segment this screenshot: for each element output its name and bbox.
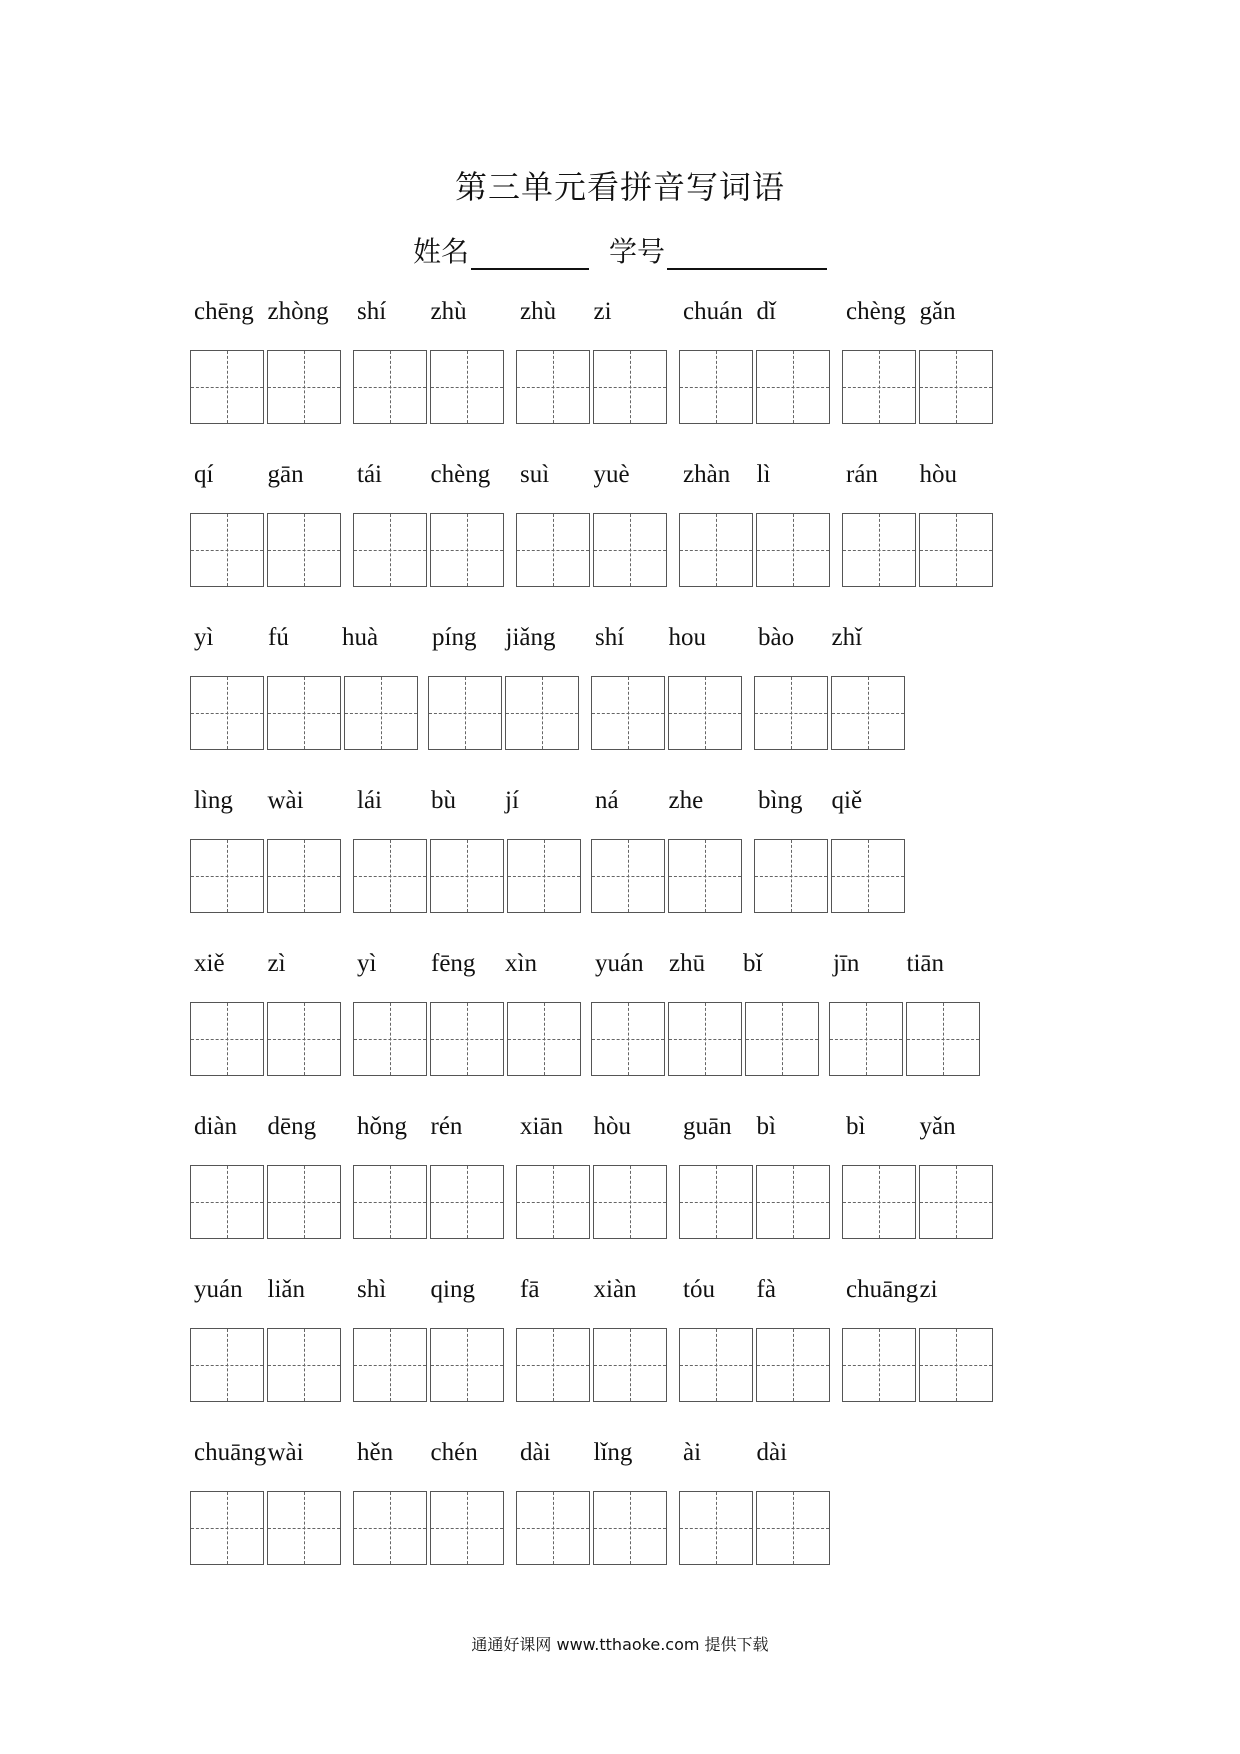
tianzige-cell[interactable] [430, 1328, 504, 1402]
tianzige-cell[interactable] [593, 513, 667, 587]
pinyin-line [190, 624, 1070, 658]
pinyin-line [190, 1439, 1070, 1473]
tianzige-cell[interactable] [428, 676, 502, 750]
tianzige-cell[interactable] [190, 513, 264, 587]
pinyin-syllable: tóu [683, 1276, 715, 1303]
footer-credit: 通通好课网 www.tthaoke.com 提供下载 [471, 1635, 769, 1654]
pinyin-syllable: suì [520, 461, 550, 488]
tianzige-cell[interactable] [353, 1002, 427, 1076]
student-info [0, 230, 1240, 270]
tianzige-cell[interactable] [756, 513, 830, 587]
tianzige-cell[interactable] [505, 676, 579, 750]
word-box-group [190, 1002, 341, 1076]
pinyin-syllable: bì [756, 1113, 776, 1140]
tianzige-cell[interactable] [591, 676, 665, 750]
pinyin-line [190, 1113, 1070, 1147]
pinyin-syllable: bǐ [743, 950, 763, 977]
pinyin-syllable: zhàn [683, 461, 731, 488]
pinyin-syllable: zhù [520, 298, 557, 325]
pinyin-syllable: yǎn [919, 1113, 956, 1140]
tianzige-cell[interactable] [430, 350, 504, 424]
pinyin-syllable: guān [683, 1113, 732, 1140]
pinyin-syllable: rán [846, 461, 878, 488]
tianzige-cell[interactable] [593, 1165, 667, 1239]
word-box-group [842, 513, 993, 587]
pinyin-syllable: xìn [505, 950, 537, 977]
tianzige-cell[interactable] [668, 839, 742, 913]
pinyin-syllable: diàn [194, 1113, 238, 1140]
tianzige-cell[interactable] [754, 676, 828, 750]
word-box-group [190, 676, 418, 750]
word-box-group [842, 350, 993, 424]
tianzige-cell[interactable] [353, 1491, 427, 1565]
tianzige-cell[interactable] [593, 1491, 667, 1565]
word-box-group [842, 1165, 993, 1239]
pinyin-syllable: jí [505, 787, 519, 814]
pinyin-syllable: tiān [906, 950, 944, 977]
tianzige-cell[interactable] [842, 350, 916, 424]
pinyin-syllable: wài [267, 1439, 304, 1466]
tianzige-cell[interactable] [745, 1002, 819, 1076]
pinyin-syllable: lǐng [593, 1439, 633, 1466]
tianzige-cell[interactable] [842, 1165, 916, 1239]
pinyin-syllable: fà [756, 1276, 776, 1303]
tianzige-cell[interactable] [919, 1328, 993, 1402]
pinyin-syllable: qing [430, 1276, 475, 1303]
tianzige-cell[interactable] [668, 1002, 742, 1076]
pinyin-syllable: zi [593, 298, 612, 325]
pinyin-syllable: fú [268, 624, 289, 651]
pinyin-syllable: bìng [758, 787, 803, 814]
writing-boxes-line [190, 1165, 1070, 1240]
pinyin-syllable: tái [357, 461, 382, 488]
pinyin-syllable: dài [756, 1439, 788, 1466]
word-box-group [190, 350, 341, 424]
writing-boxes-line [190, 839, 1070, 914]
pinyin-syllable: fēng [431, 950, 476, 977]
pinyin-syllable: chèng [430, 461, 491, 488]
pinyin-syllable: ná [595, 787, 619, 814]
name-label: 姓名 [412, 235, 469, 268]
pinyin-syllable: yuán [595, 950, 644, 977]
pinyin-syllable: rén [430, 1113, 463, 1140]
pinyin-syllable: gǎn [919, 298, 956, 325]
word-box-group [679, 1491, 830, 1565]
pinyin-syllable: lìng [194, 787, 233, 814]
tianzige-cell[interactable] [591, 1002, 665, 1076]
pinyin-syllable: ài [683, 1439, 702, 1466]
name-blank[interactable] [471, 238, 589, 270]
tianzige-cell[interactable] [344, 676, 418, 750]
pinyin-syllable: zhòng [267, 298, 329, 325]
tianzige-cell[interactable] [353, 513, 427, 587]
tianzige-cell[interactable] [842, 513, 916, 587]
pinyin-syllable: shí [595, 624, 625, 651]
word-box-group [353, 1328, 504, 1402]
word-box-group [754, 839, 905, 913]
tianzige-cell[interactable] [679, 1328, 753, 1402]
pinyin-syllable: fā [520, 1276, 540, 1303]
pinyin-syllable: hǒng [357, 1113, 407, 1140]
tianzige-cell[interactable] [679, 350, 753, 424]
tianzige-cell[interactable] [754, 839, 828, 913]
word-box-group [591, 839, 742, 913]
word-box-group [679, 513, 830, 587]
pinyin-syllable: huà [342, 624, 379, 651]
pinyin-syllable: xiě [194, 950, 225, 977]
pinyin-syllable: shí [357, 298, 387, 325]
pinyin-syllable: hou [668, 624, 706, 651]
word-box-group [353, 1491, 504, 1565]
tianzige-cell[interactable] [919, 513, 993, 587]
tianzige-cell[interactable] [430, 1002, 504, 1076]
writing-boxes-line [190, 513, 1070, 588]
pinyin-syllable: jiǎng [505, 624, 556, 651]
tianzige-cell[interactable] [516, 1328, 590, 1402]
writing-boxes-line [190, 350, 1070, 425]
word-box-group [679, 1165, 830, 1239]
tianzige-cell[interactable] [842, 1328, 916, 1402]
tianzige-cell[interactable] [190, 1491, 264, 1565]
tianzige-cell[interactable] [190, 1328, 264, 1402]
pinyin-syllable: bào [758, 624, 795, 651]
pinyin-syllable: dēng [267, 1113, 317, 1140]
pinyin-syllable: chén [430, 1439, 478, 1466]
pinyin-syllable: gān [267, 461, 304, 488]
tianzige-cell[interactable] [679, 513, 753, 587]
tianzige-cell[interactable] [906, 1002, 980, 1076]
writing-boxes-line [190, 676, 1070, 751]
writing-boxes-line [190, 1002, 1070, 1077]
word-box-group [679, 1328, 830, 1402]
tianzige-cell[interactable] [267, 1165, 341, 1239]
tianzige-cell[interactable] [593, 1328, 667, 1402]
tianzige-cell[interactable] [190, 1002, 264, 1076]
pinyin-syllable: zi [919, 1276, 938, 1303]
pinyin-syllable: qiě [831, 787, 863, 814]
tianzige-cell[interactable] [516, 1165, 590, 1239]
tianzige-cell[interactable] [756, 350, 830, 424]
tianzige-cell[interactable] [267, 1491, 341, 1565]
pinyin-syllable: hòu [593, 1113, 631, 1140]
pinyin-syllable: píng [432, 624, 477, 651]
tianzige-cell[interactable] [831, 676, 905, 750]
tianzige-cell[interactable] [353, 1328, 427, 1402]
tianzige-cell[interactable] [516, 1491, 590, 1565]
pinyin-syllable: dǐ [756, 298, 776, 325]
word-box-group [591, 676, 742, 750]
pinyin-syllable: dài [520, 1439, 551, 1466]
tianzige-cell[interactable] [831, 839, 905, 913]
word-box-group [353, 839, 581, 913]
pinyin-syllable: jīn [833, 950, 860, 977]
tianzige-cell[interactable] [516, 350, 590, 424]
tianzige-cell[interactable] [190, 1165, 264, 1239]
tianzige-cell[interactable] [430, 839, 504, 913]
tianzige-cell[interactable] [190, 676, 264, 750]
tianzige-cell[interactable] [190, 350, 264, 424]
word-box-group [190, 1165, 341, 1239]
word-box-group [516, 350, 667, 424]
tianzige-cell[interactable] [353, 839, 427, 913]
pinyin-syllable: hěn [357, 1439, 394, 1466]
word-box-group [353, 1002, 581, 1076]
tianzige-cell[interactable] [507, 839, 581, 913]
tianzige-cell[interactable] [353, 350, 427, 424]
word-box-group [353, 513, 504, 587]
tianzige-cell[interactable] [267, 839, 341, 913]
pinyin-syllable: xiān [520, 1113, 564, 1140]
pinyin-syllable: lái [357, 787, 382, 814]
tianzige-cell[interactable] [430, 1165, 504, 1239]
word-box-group [516, 1491, 667, 1565]
tianzige-cell[interactable] [507, 1002, 581, 1076]
writing-boxes-line [190, 1328, 1070, 1403]
pinyin-syllable: chèng [846, 298, 906, 325]
pinyin-syllable: lì [756, 461, 771, 488]
word-box-group [190, 513, 341, 587]
pinyin-syllable: zhe [668, 787, 704, 814]
pinyin-syllable: hòu [919, 461, 957, 488]
tianzige-cell[interactable] [756, 1491, 830, 1565]
tianzige-cell[interactable] [919, 1165, 993, 1239]
pinyin-syllable: wài [267, 787, 304, 814]
pinyin-syllable: zhǐ [831, 624, 863, 651]
pinyin-syllable: yuè [593, 461, 630, 488]
word-box-group [190, 1491, 341, 1565]
pinyin-line [190, 950, 1070, 984]
student-id-label: 学号 [609, 235, 666, 268]
word-box-group [516, 1165, 667, 1239]
pinyin-syllable: yì [357, 950, 377, 977]
tianzige-cell[interactable] [756, 1165, 830, 1239]
word-box-group [353, 1165, 504, 1239]
pinyin-syllable: xiàn [593, 1276, 637, 1303]
writing-boxes-line [190, 1491, 1070, 1566]
tianzige-cell[interactable] [190, 839, 264, 913]
pinyin-line [190, 298, 1070, 332]
student-id-blank[interactable] [667, 238, 827, 270]
pinyin-syllable: yì [194, 624, 214, 651]
tianzige-cell[interactable] [679, 1165, 753, 1239]
word-box-group [842, 1328, 993, 1402]
pinyin-syllable: zhū [669, 950, 706, 977]
worksheet-title: 第三单元看拼音写词语 [454, 168, 785, 206]
word-box-group [516, 1328, 667, 1402]
tianzige-cell[interactable] [679, 1491, 753, 1565]
pinyin-syllable: shì [357, 1276, 387, 1303]
pinyin-syllable: liǎn [267, 1276, 305, 1303]
pinyin-line [190, 787, 1070, 821]
word-box-group [353, 350, 504, 424]
pinyin-syllable: qí [194, 461, 214, 488]
tianzige-cell[interactable] [267, 513, 341, 587]
tianzige-cell[interactable] [593, 350, 667, 424]
pinyin-line [190, 1276, 1070, 1310]
pinyin-syllable: chuāng [194, 1439, 267, 1466]
word-box-group [591, 1002, 819, 1076]
tianzige-cell[interactable] [591, 839, 665, 913]
word-box-group [679, 350, 830, 424]
tianzige-cell[interactable] [267, 676, 341, 750]
word-box-group [754, 676, 905, 750]
tianzige-cell[interactable] [267, 1002, 341, 1076]
pinyin-syllable: yuán [194, 1276, 243, 1303]
word-box-group [428, 676, 579, 750]
word-box-group [190, 839, 341, 913]
tianzige-cell[interactable] [516, 513, 590, 587]
tianzige-cell[interactable] [919, 350, 993, 424]
word-box-group [190, 1328, 341, 1402]
pinyin-syllable: chuāng [846, 1276, 919, 1303]
pinyin-syllable: bù [431, 787, 456, 814]
word-box-group [516, 513, 667, 587]
tianzige-cell[interactable] [353, 1165, 427, 1239]
tianzige-cell[interactable] [267, 1328, 341, 1402]
tianzige-cell[interactable] [430, 513, 504, 587]
tianzige-cell[interactable] [756, 1328, 830, 1402]
pinyin-syllable: chuán [683, 298, 743, 325]
pinyin-syllable: zì [267, 950, 286, 977]
word-box-group [829, 1002, 980, 1076]
tianzige-cell[interactable] [668, 676, 742, 750]
pinyin-syllable: chēng [194, 298, 254, 325]
pinyin-line [190, 461, 1070, 495]
pinyin-syllable: bì [846, 1113, 866, 1140]
pinyin-syllable: zhù [430, 298, 467, 325]
tianzige-cell[interactable] [430, 1491, 504, 1565]
tianzige-cell[interactable] [829, 1002, 903, 1076]
tianzige-cell[interactable] [267, 350, 341, 424]
